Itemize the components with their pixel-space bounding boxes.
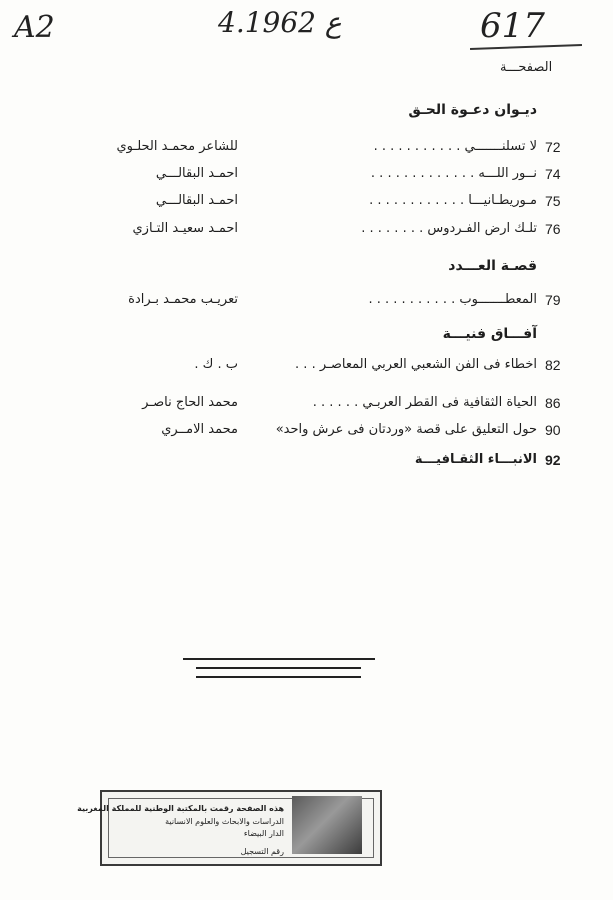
- toc-title: المعطـــــــوب . . . . . . . . . . .: [368, 292, 537, 307]
- handwritten-date: 4.ع 1962: [218, 6, 342, 39]
- toc-page-number: 75: [545, 193, 561, 209]
- toc-title: تلـك ارض الفـردوس . . . . . . . .: [361, 221, 537, 236]
- page-column-label: الصفحـــة: [500, 60, 553, 75]
- toc-title: نــور اللـــه . . . . . . . . . . . . .: [370, 166, 537, 181]
- toc-title: حول التعليق على قصة «وردتان فى عرش واحد»: [275, 422, 537, 437]
- toc-author: احمـد سعيـد التـازي: [132, 221, 238, 236]
- toc-title: الحياة الثقافية فى القطر العربـي . . . . . .: [312, 395, 537, 410]
- toc-title: الانبـــاء الثقـافيـــة: [414, 452, 537, 467]
- handwritten-corner-mark: A2: [14, 10, 55, 45]
- toc-entry: [0, 221, 613, 241]
- toc-author: تعريـب محمـد بـرادة: [128, 292, 238, 307]
- stamp-text: رقم التسجيل: [240, 847, 284, 856]
- toc-page-number: 74: [545, 166, 561, 182]
- section-heading: قصـة العـــدد: [448, 258, 537, 274]
- toc-page-number: 90: [545, 422, 561, 438]
- section-heading: ديـوان دعـوة الحـق: [408, 102, 537, 118]
- toc-page-number: 72: [545, 139, 561, 155]
- toc-title: مـوريطـانيـــا . . . . . . . . . . . .: [369, 193, 537, 208]
- toc-author: محمد الحاج ناصـر: [142, 395, 238, 410]
- toc-page-number: 86: [545, 395, 561, 411]
- toc-entry: [0, 166, 613, 186]
- toc-title: لا تسلنـــــــي . . . . . . . . . . .: [373, 139, 537, 154]
- section-heading: آفـــاق فنيـــة: [442, 326, 537, 342]
- toc-author: احمـد البقالـــي: [155, 166, 238, 181]
- toc-author: احمـد البقالـــي: [155, 193, 238, 208]
- toc-page-number: 82: [545, 357, 561, 373]
- stamp-text: الدراسات والابحاث والعلوم الانسانية: [165, 817, 284, 826]
- divider-rule: [196, 676, 361, 678]
- toc-entry: [0, 292, 613, 312]
- divider-rule: [196, 667, 361, 669]
- toc-entry: [0, 422, 613, 442]
- toc-page-number: 92: [545, 452, 561, 468]
- toc-entry: [0, 139, 613, 159]
- toc-page-number: 76: [545, 221, 561, 237]
- toc-page-number: 79: [545, 292, 561, 308]
- stamp-text: الدار البيضاء: [243, 829, 284, 838]
- toc-entry: [0, 357, 613, 377]
- divider-rule: [183, 658, 375, 660]
- toc-entry: [0, 452, 613, 472]
- stamp-text: هذه الصفحة رقمت بالمكتبة الوطنية للمملكة المغربية: [77, 804, 284, 813]
- stamp-photo: [292, 796, 362, 854]
- toc-entry: [0, 395, 613, 415]
- toc-title: اخطاء فى الفن الشعبي العربي المعاصـر . . .: [295, 357, 537, 372]
- toc-author: ب . ك .: [194, 357, 238, 372]
- toc-author: محمد الامــري: [161, 422, 238, 437]
- handwritten-page-number: 617: [480, 6, 545, 46]
- library-stamp: [77, 790, 382, 866]
- toc-entry: [0, 193, 613, 213]
- toc-author: للشاعر محمـد الحلـوي: [116, 139, 238, 154]
